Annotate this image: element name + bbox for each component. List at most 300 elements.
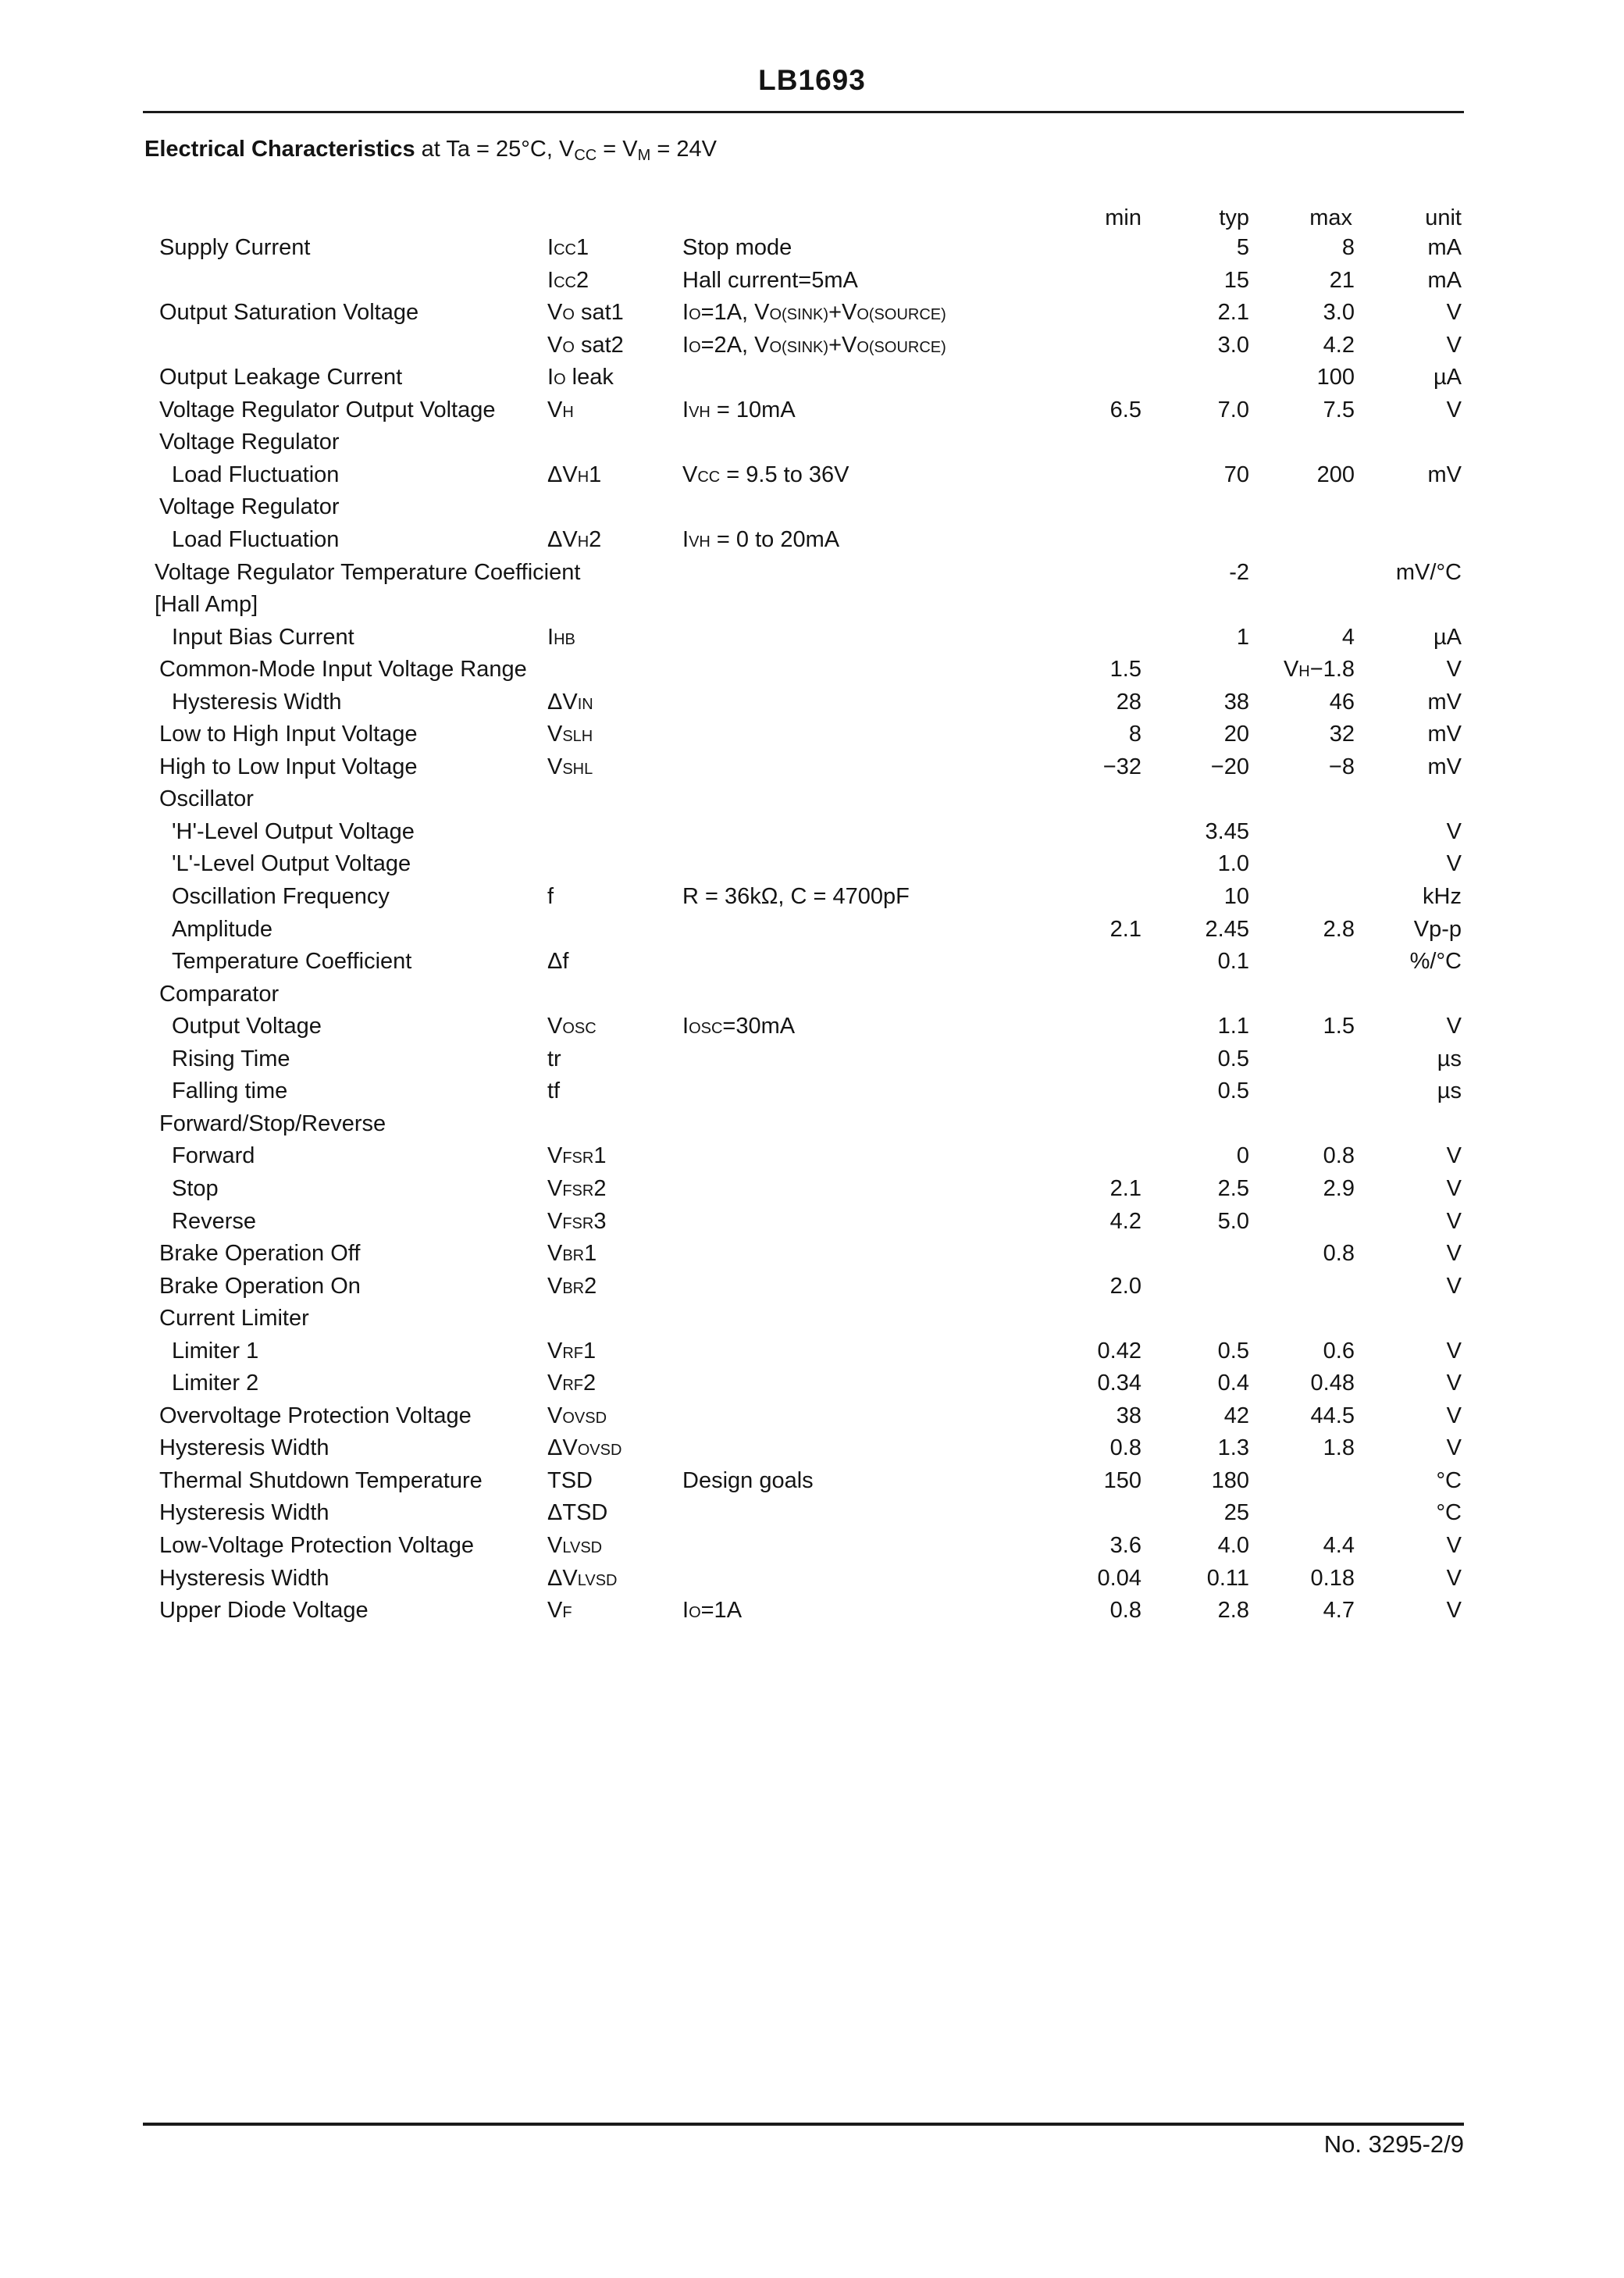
table-row bbox=[0, 589, 1624, 621]
heading-condition-mid: = V bbox=[597, 137, 638, 162]
parameter-name: Overvoltage Protection Voltage bbox=[159, 1403, 472, 1428]
symbol bbox=[547, 1465, 593, 1497]
symbol bbox=[547, 1206, 606, 1240]
symbol bbox=[547, 1043, 561, 1075]
table-row bbox=[0, 622, 1624, 654]
typ-value: 3.45 bbox=[1205, 818, 1249, 844]
symbol-suffix: 2 bbox=[583, 1371, 597, 1396]
symbol bbox=[547, 394, 574, 429]
heading-title: Electrical Characteristics bbox=[144, 137, 415, 162]
min-value: 1.5 bbox=[1109, 657, 1141, 683]
table-row bbox=[0, 1595, 1624, 1627]
max-text: 4 bbox=[1341, 624, 1355, 650]
symbol bbox=[547, 1011, 597, 1045]
symbol-subscript: BR bbox=[562, 1279, 585, 1297]
unit-value: V bbox=[1446, 1014, 1462, 1039]
unit-value: V bbox=[1446, 851, 1462, 877]
min-value: −32 bbox=[1102, 754, 1141, 779]
table-row bbox=[0, 654, 1624, 686]
min-value: 2.1 bbox=[1109, 916, 1141, 942]
table-row bbox=[0, 816, 1624, 848]
condition-text: I bbox=[682, 332, 689, 358]
table-row bbox=[0, 1303, 1624, 1335]
parameter-name: Output Saturation Voltage bbox=[159, 300, 419, 326]
unit-value: %/°C bbox=[1409, 949, 1462, 975]
symbol-text: ΔV bbox=[547, 462, 578, 487]
condition-subscript: OSC bbox=[689, 1020, 723, 1038]
symbol-subscript: IN bbox=[577, 695, 593, 713]
condition-suffix: = 0 to 20mA bbox=[710, 527, 840, 552]
symbol-subscript: O bbox=[562, 338, 575, 356]
symbol-subscript: FSR bbox=[562, 1214, 594, 1232]
typ-value: 7.0 bbox=[1217, 397, 1249, 422]
condition-subscript: VH bbox=[689, 403, 710, 421]
symbol-text: V bbox=[547, 1403, 563, 1428]
unit-value: V bbox=[1446, 1565, 1462, 1591]
typ-value: 25 bbox=[1223, 1500, 1249, 1526]
min-value: 2.0 bbox=[1109, 1273, 1141, 1299]
symbol-subscript: H bbox=[577, 533, 589, 551]
max-text: 8 bbox=[1341, 235, 1355, 260]
parameter-name: Thermal Shutdown Temperature bbox=[159, 1467, 483, 1493]
symbol-text: ΔV bbox=[547, 689, 578, 715]
heading-sub-cc: CC bbox=[574, 147, 597, 164]
typ-value: 0 bbox=[1236, 1143, 1249, 1169]
symbol-suffix: 2 bbox=[584, 1273, 597, 1299]
max-text: 200 bbox=[1316, 462, 1355, 487]
condition-suffix: =2A, V bbox=[700, 332, 770, 358]
table-row bbox=[0, 394, 1624, 426]
max-text: 100 bbox=[1316, 365, 1355, 390]
unit-value: µs bbox=[1437, 1078, 1462, 1104]
min-value: 2.1 bbox=[1109, 1175, 1141, 1201]
condition-subscript-3: O(SOURCE) bbox=[857, 338, 946, 356]
unit-value: °C bbox=[1436, 1467, 1462, 1493]
conditions bbox=[682, 330, 946, 364]
min-value: 0.34 bbox=[1097, 1371, 1141, 1396]
symbol-suffix: 3 bbox=[593, 1208, 607, 1234]
max-text: −8 bbox=[1328, 754, 1355, 779]
symbol-text: f bbox=[547, 884, 554, 909]
symbol bbox=[547, 1595, 572, 1629]
heading-condition: at Ta = 25°C, V bbox=[421, 137, 575, 162]
table-row bbox=[0, 297, 1624, 329]
unit-value: V bbox=[1446, 332, 1462, 358]
table-row bbox=[0, 265, 1624, 297]
typ-value: 1.1 bbox=[1217, 1014, 1249, 1039]
typ-value: 1.0 bbox=[1217, 851, 1249, 877]
max-text: 0.18 bbox=[1310, 1565, 1355, 1591]
unit-value: mA bbox=[1427, 235, 1462, 260]
parameter-name: Hysteresis Width bbox=[159, 1565, 329, 1591]
symbol-text: V bbox=[547, 1143, 563, 1169]
symbol-text: V bbox=[547, 1338, 563, 1364]
heading-sub-m: M bbox=[637, 147, 651, 164]
parameter-name: Amplitude bbox=[172, 916, 272, 942]
symbol-subscript: FSR bbox=[562, 1182, 594, 1200]
table-row bbox=[0, 1140, 1624, 1172]
condition-text: I bbox=[682, 300, 689, 326]
symbol-text: tr bbox=[547, 1046, 561, 1071]
conditions bbox=[682, 1011, 795, 1045]
symbol bbox=[547, 1497, 607, 1529]
parameter-name: Limiter 1 bbox=[172, 1338, 259, 1364]
table-row bbox=[0, 783, 1624, 815]
section-heading bbox=[144, 137, 717, 165]
symbol-subscript: LVSD bbox=[562, 1539, 603, 1556]
table-row bbox=[0, 881, 1624, 913]
table-row bbox=[0, 1400, 1624, 1432]
condition-suffix: =1A, V bbox=[700, 300, 770, 326]
parameter-name: Forward/Stop/Reverse bbox=[159, 1110, 386, 1136]
symbol-text: I bbox=[547, 235, 554, 260]
table-row bbox=[0, 946, 1624, 978]
typ-value: 0.5 bbox=[1217, 1046, 1249, 1071]
symbol-subscript: SLH bbox=[562, 728, 593, 746]
symbol bbox=[547, 686, 593, 721]
symbol-subscript: FSR bbox=[562, 1150, 594, 1168]
table-row bbox=[0, 848, 1624, 880]
condition-text: Stop mode bbox=[682, 235, 792, 260]
parameter-name: Oscillation Frequency bbox=[172, 884, 390, 909]
symbol-subscript: OSC bbox=[562, 1020, 597, 1038]
typ-value: 180 bbox=[1211, 1467, 1249, 1493]
condition-subscript: VH bbox=[689, 533, 710, 551]
parameter-name: High to Low Input Voltage bbox=[159, 754, 418, 779]
symbol-subscript: O bbox=[562, 306, 575, 324]
symbol-text: V bbox=[547, 754, 563, 779]
symbol-text: ΔV bbox=[547, 527, 578, 552]
min-value: 8 bbox=[1128, 722, 1141, 747]
symbol bbox=[547, 1075, 560, 1107]
condition-suffix-2: +V bbox=[828, 332, 857, 358]
max-text: 44.5 bbox=[1310, 1403, 1355, 1428]
symbol-text: V bbox=[547, 722, 563, 747]
parameter-name: Brake Operation On bbox=[159, 1273, 361, 1299]
unit-value: V bbox=[1446, 1435, 1462, 1461]
symbol-text: Δf bbox=[547, 949, 569, 975]
symbol-subscript: O bbox=[554, 371, 566, 389]
max-text: 7.5 bbox=[1323, 397, 1355, 422]
conditions bbox=[682, 232, 792, 264]
parameter-name: 'H'-Level Output Voltage bbox=[172, 818, 415, 844]
typ-value: 5 bbox=[1236, 235, 1249, 260]
symbol-subscript: RF bbox=[562, 1377, 584, 1395]
condition-subscript: O bbox=[689, 306, 701, 324]
symbol-text: V bbox=[547, 1208, 563, 1234]
table-row bbox=[0, 1108, 1624, 1140]
symbol-text: V bbox=[547, 1533, 563, 1558]
max-text: 32 bbox=[1329, 722, 1355, 747]
table-row bbox=[0, 362, 1624, 394]
conditions bbox=[682, 1595, 742, 1629]
parameter-name: Supply Current bbox=[159, 235, 311, 260]
symbol-text: V bbox=[547, 300, 563, 326]
unit-value: V bbox=[1446, 657, 1462, 683]
max-subscript: H bbox=[1298, 663, 1310, 681]
unit-value: mV bbox=[1427, 722, 1462, 747]
symbol-subscript: LVSD bbox=[577, 1571, 618, 1589]
table-row bbox=[0, 1075, 1624, 1107]
max-text: 46 bbox=[1329, 689, 1355, 715]
typ-value: 15 bbox=[1223, 267, 1249, 293]
unit-value: mV bbox=[1427, 754, 1462, 779]
table-row bbox=[0, 1530, 1624, 1562]
condition-subscript: O bbox=[689, 1604, 701, 1622]
symbol bbox=[547, 232, 589, 266]
parameter-name: Temperature Coefficient bbox=[172, 949, 412, 975]
parameter-name: Load Fluctuation bbox=[172, 527, 340, 552]
condition-suffix: = 9.5 to 36V bbox=[720, 462, 849, 487]
symbol bbox=[547, 1563, 617, 1597]
condition-text: I bbox=[682, 1598, 689, 1624]
typ-value: 2.45 bbox=[1205, 916, 1249, 942]
parameter-name: Comparator bbox=[159, 981, 280, 1007]
parameter-name: Upper Diode Voltage bbox=[159, 1598, 369, 1624]
condition-subscript: CC bbox=[697, 468, 721, 486]
unit-value: V bbox=[1446, 300, 1462, 326]
table-row bbox=[0, 1238, 1624, 1270]
symbol-text: tf bbox=[547, 1078, 561, 1104]
condition-subscript-2: O(SINK) bbox=[769, 306, 829, 324]
typ-value: −20 bbox=[1210, 754, 1249, 779]
symbol bbox=[547, 1173, 606, 1207]
max-text: 3.0 bbox=[1323, 300, 1355, 326]
typ-value: 70 bbox=[1223, 462, 1249, 487]
heading-condition-end: = 24V bbox=[650, 137, 717, 162]
unit-value: V bbox=[1446, 1143, 1462, 1169]
parameter-name: Output Leakage Current bbox=[159, 365, 403, 390]
condition-suffix: =30mA bbox=[722, 1014, 796, 1039]
min-value: 150 bbox=[1103, 1467, 1141, 1493]
unit-value: mV bbox=[1427, 462, 1462, 487]
unit-value: V bbox=[1446, 1598, 1462, 1624]
table-row bbox=[0, 1367, 1624, 1399]
max-text: 4.4 bbox=[1323, 1533, 1355, 1558]
symbol bbox=[547, 459, 601, 494]
symbol-text: V bbox=[547, 1273, 563, 1299]
parameter-name: Current Limiter bbox=[159, 1306, 309, 1332]
max-text: 1.8 bbox=[1323, 1435, 1355, 1461]
symbol-text: V bbox=[547, 1598, 563, 1624]
parameter-name: Falling time bbox=[172, 1078, 288, 1104]
symbol-suffix: sat1 bbox=[574, 300, 624, 326]
unit-value: V bbox=[1446, 1175, 1462, 1201]
typ-value: 0.1 bbox=[1217, 949, 1249, 975]
table-row bbox=[0, 751, 1624, 783]
table-row bbox=[0, 1011, 1624, 1043]
symbol-text: V bbox=[547, 1175, 563, 1201]
unit-value: V bbox=[1446, 1371, 1462, 1396]
table-row bbox=[0, 1206, 1624, 1238]
symbol-suffix: 2 bbox=[575, 267, 589, 293]
table-row bbox=[0, 232, 1624, 264]
max-text: 0.8 bbox=[1323, 1241, 1355, 1266]
condition-suffix-2: +V bbox=[828, 300, 857, 326]
max-text: 0.8 bbox=[1323, 1143, 1355, 1169]
unit-value: V bbox=[1446, 1403, 1462, 1428]
symbol-text: V bbox=[547, 1241, 563, 1266]
symbol-suffix: 1 bbox=[593, 1143, 607, 1169]
table-row bbox=[0, 1335, 1624, 1367]
unit-value: V bbox=[1446, 1338, 1462, 1364]
parameter-name: Input Bias Current bbox=[172, 624, 354, 650]
symbol-subscript: F bbox=[562, 1604, 572, 1622]
symbol bbox=[547, 1271, 597, 1305]
table-row bbox=[0, 1043, 1624, 1075]
symbol-suffix: 2 bbox=[593, 1175, 607, 1201]
parameter-name: Output Voltage bbox=[172, 1014, 322, 1039]
symbol bbox=[547, 362, 614, 396]
condition-subscript-2: O(SINK) bbox=[769, 338, 829, 356]
symbol bbox=[547, 1400, 607, 1435]
condition-subscript: O bbox=[689, 338, 701, 356]
parameter-name: Voltage Regulator Output Voltage bbox=[159, 397, 496, 422]
condition-subscript-3: O(SOURCE) bbox=[857, 306, 946, 324]
unit-value: mV bbox=[1427, 689, 1462, 715]
parameter-name: Low to High Input Voltage bbox=[159, 722, 418, 747]
symbol-subscript: CC bbox=[554, 241, 576, 258]
max-text: 1.5 bbox=[1323, 1014, 1355, 1039]
table-row bbox=[0, 1271, 1624, 1303]
min-value: 6.5 bbox=[1109, 397, 1141, 422]
typ-value: 0.5 bbox=[1217, 1338, 1249, 1364]
typ-value: 38 bbox=[1223, 689, 1249, 715]
parameter-name: Voltage Regulator Temperature Coefficient bbox=[155, 559, 581, 585]
parameter-name: Hysteresis Width bbox=[159, 1435, 329, 1461]
symbol-subscript: CC bbox=[554, 273, 576, 291]
typ-value: 20 bbox=[1223, 722, 1249, 747]
symbol-text: ΔTSD bbox=[547, 1500, 608, 1526]
parameter-name: Hysteresis Width bbox=[159, 1500, 329, 1526]
condition-text: V bbox=[682, 462, 698, 487]
unit-value: V bbox=[1446, 1208, 1462, 1234]
parameter-name: Load Fluctuation bbox=[172, 462, 340, 487]
column-header-typ: typ bbox=[1219, 205, 1249, 230]
table-row bbox=[0, 718, 1624, 750]
table-row bbox=[0, 1497, 1624, 1529]
symbol bbox=[547, 718, 593, 753]
max-text: 4.7 bbox=[1323, 1598, 1355, 1624]
parameter-name: Low-Voltage Protection Voltage bbox=[159, 1533, 475, 1558]
conditions bbox=[682, 297, 946, 331]
min-value: 0.8 bbox=[1109, 1598, 1141, 1624]
symbol bbox=[547, 946, 568, 978]
conditions bbox=[682, 265, 858, 297]
top-rule bbox=[143, 111, 1464, 113]
unit-value: V bbox=[1446, 818, 1462, 844]
typ-value: 2.8 bbox=[1217, 1598, 1249, 1624]
condition-text: Design goals bbox=[682, 1467, 814, 1493]
symbol bbox=[547, 330, 624, 364]
table-row bbox=[0, 557, 1624, 589]
symbol bbox=[547, 1238, 597, 1272]
max-text: 2.8 bbox=[1323, 916, 1355, 942]
typ-value: 2.5 bbox=[1217, 1175, 1249, 1201]
unit-value: µs bbox=[1437, 1046, 1462, 1071]
symbol bbox=[547, 1140, 606, 1175]
min-value: 0.04 bbox=[1097, 1565, 1141, 1591]
column-header-max: max bbox=[1309, 205, 1352, 230]
typ-value: 42 bbox=[1223, 1403, 1249, 1428]
parameter-name: Hysteresis Width bbox=[172, 689, 342, 715]
column-header-min: min bbox=[1105, 205, 1141, 230]
parameter-name: Voltage Regulator bbox=[159, 494, 340, 520]
typ-value: 0.11 bbox=[1206, 1565, 1249, 1591]
symbol-subscript: OVSD bbox=[577, 1442, 622, 1460]
conditions bbox=[682, 1465, 814, 1497]
symbol-text: V bbox=[547, 397, 563, 422]
typ-value: -2 bbox=[1229, 559, 1249, 585]
symbol-subscript: RF bbox=[562, 1344, 584, 1362]
unit-value: mA bbox=[1427, 267, 1462, 293]
typ-value: 0.5 bbox=[1217, 1078, 1249, 1104]
condition-text: I bbox=[682, 397, 689, 422]
condition-text: R = 36kΩ, C = 4700pF bbox=[682, 884, 910, 909]
typ-value: 10 bbox=[1223, 884, 1249, 909]
unit-value: V bbox=[1446, 397, 1462, 422]
typ-value: 1.3 bbox=[1217, 1435, 1249, 1461]
unit-value: V bbox=[1446, 1241, 1462, 1266]
symbol-subscript: OVSD bbox=[562, 1409, 607, 1427]
max-text: 0.48 bbox=[1310, 1371, 1355, 1396]
document-number: No. 3295-2/9 bbox=[1323, 2130, 1464, 2158]
typ-value: 3.0 bbox=[1217, 332, 1249, 358]
max-text: V bbox=[1283, 657, 1299, 683]
table-row bbox=[0, 330, 1624, 362]
symbol-text: V bbox=[547, 1014, 563, 1039]
symbol-text: V bbox=[547, 332, 563, 358]
symbol-subscript: BR bbox=[562, 1247, 585, 1264]
parameter-name: Forward bbox=[172, 1143, 255, 1169]
conditions bbox=[682, 524, 839, 558]
symbol-suffix: 1 bbox=[575, 235, 589, 260]
symbol-suffix: 2 bbox=[589, 527, 602, 552]
parameter-name: Brake Operation Off bbox=[159, 1241, 361, 1266]
table-row bbox=[0, 1465, 1624, 1497]
parameter-name: Voltage Regulator bbox=[159, 430, 340, 455]
typ-value: 5.0 bbox=[1217, 1208, 1249, 1234]
symbol bbox=[547, 1432, 621, 1467]
typ-value: 0.4 bbox=[1217, 1371, 1249, 1396]
symbol-suffix: leak bbox=[565, 365, 614, 390]
symbol-subscript: SHL bbox=[562, 760, 593, 778]
parameter-name: Oscillator bbox=[159, 786, 254, 812]
part-number-title: LB1693 bbox=[758, 64, 866, 96]
unit-value: µA bbox=[1433, 365, 1462, 390]
symbol-text: I bbox=[547, 267, 554, 293]
bottom-rule bbox=[143, 2123, 1464, 2126]
symbol bbox=[547, 1367, 596, 1402]
symbol bbox=[547, 265, 589, 299]
table-row bbox=[0, 1563, 1624, 1595]
table-row bbox=[0, 979, 1624, 1011]
symbol-suffix: sat2 bbox=[574, 332, 624, 358]
symbol bbox=[547, 1335, 596, 1370]
symbol-suffix: 1 bbox=[589, 462, 602, 487]
conditions bbox=[682, 394, 796, 429]
unit-value: Vp-p bbox=[1413, 916, 1462, 942]
parameter-name: Common-Mode Input Voltage Range bbox=[159, 657, 527, 683]
unit-value: °C bbox=[1436, 1500, 1462, 1526]
min-value: 0.8 bbox=[1109, 1435, 1141, 1461]
unit-value: mV/°C bbox=[1395, 559, 1462, 585]
unit-value: kHz bbox=[1423, 884, 1462, 909]
min-value: 0.42 bbox=[1097, 1338, 1141, 1364]
unit-value: µA bbox=[1433, 624, 1462, 650]
symbol-text: I bbox=[547, 365, 554, 390]
conditions bbox=[682, 881, 910, 913]
